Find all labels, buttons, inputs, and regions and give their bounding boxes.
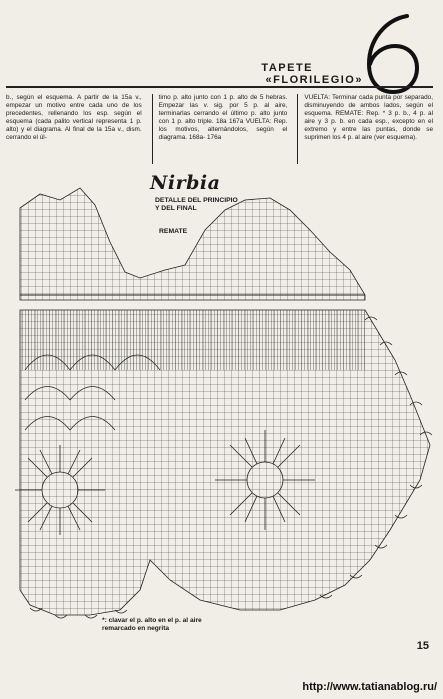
pattern-title: «FLORILEGIO» bbox=[265, 74, 363, 86]
detail-label-line-1: DETALLE DEL PRINCIPIO bbox=[155, 197, 238, 204]
crochet-diagram bbox=[0, 160, 443, 665]
instructions-columns bbox=[6, 94, 433, 164]
diagram-note-line-2: remarcado en negrita bbox=[102, 625, 170, 632]
detail-label-line-2: Y DEL FINAL bbox=[155, 205, 197, 212]
instructions-column-2: timo p. alto junto con 1 p. alto de 5 hebras. Empezar las v. sig. por 5 p. al aire, terminarlas cerrando el último p. alto junto con 1 p. alto triple. 18a 167a VUELTA: Rep. los motivos, alternándolos, según el diagrama. 168a- 176a bbox=[152, 94, 288, 164]
diagram-note bbox=[102, 617, 202, 633]
diagram-note-line-1: *: clavar el p. alto en el p. al aire bbox=[102, 617, 202, 624]
remate-label: REMATE bbox=[159, 228, 188, 235]
page-header bbox=[133, 10, 433, 86]
pattern-number bbox=[355, 10, 425, 96]
diagram-main-panel bbox=[15, 310, 432, 618]
watermark-url: http://www.tatianablog.ru/ bbox=[302, 681, 437, 693]
instructions-column-1: b., según el esquema. A partir de la 15a v., empezar un motivo entre cada uno de los precedentes, rellenando los esp. según el esquema (cada palito vertical representa 1 p. alto) y el diagrama. Al final de la 15a v., dism. cerrando el úl- bbox=[6, 94, 142, 141]
header-rule bbox=[6, 86, 433, 88]
diagram-detail-panel bbox=[20, 188, 365, 300]
series-name: TAPETE bbox=[261, 62, 313, 74]
diagram-title: Nirbia bbox=[150, 172, 221, 194]
page-number: 15 bbox=[416, 640, 429, 652]
instructions-column-3: VUELTA: Terminar cada punta por separado, disminuyendo de ambos lados, según el esquema. REMATE: Rep. * 3 p. b., 4 p. al aire y 3 p. b. en cada esp., excepto en el extremo y entre las puntas, donde se suprimen los 4 p. al aire (ver esquema). bbox=[297, 94, 433, 164]
page-footer bbox=[0, 677, 443, 699]
